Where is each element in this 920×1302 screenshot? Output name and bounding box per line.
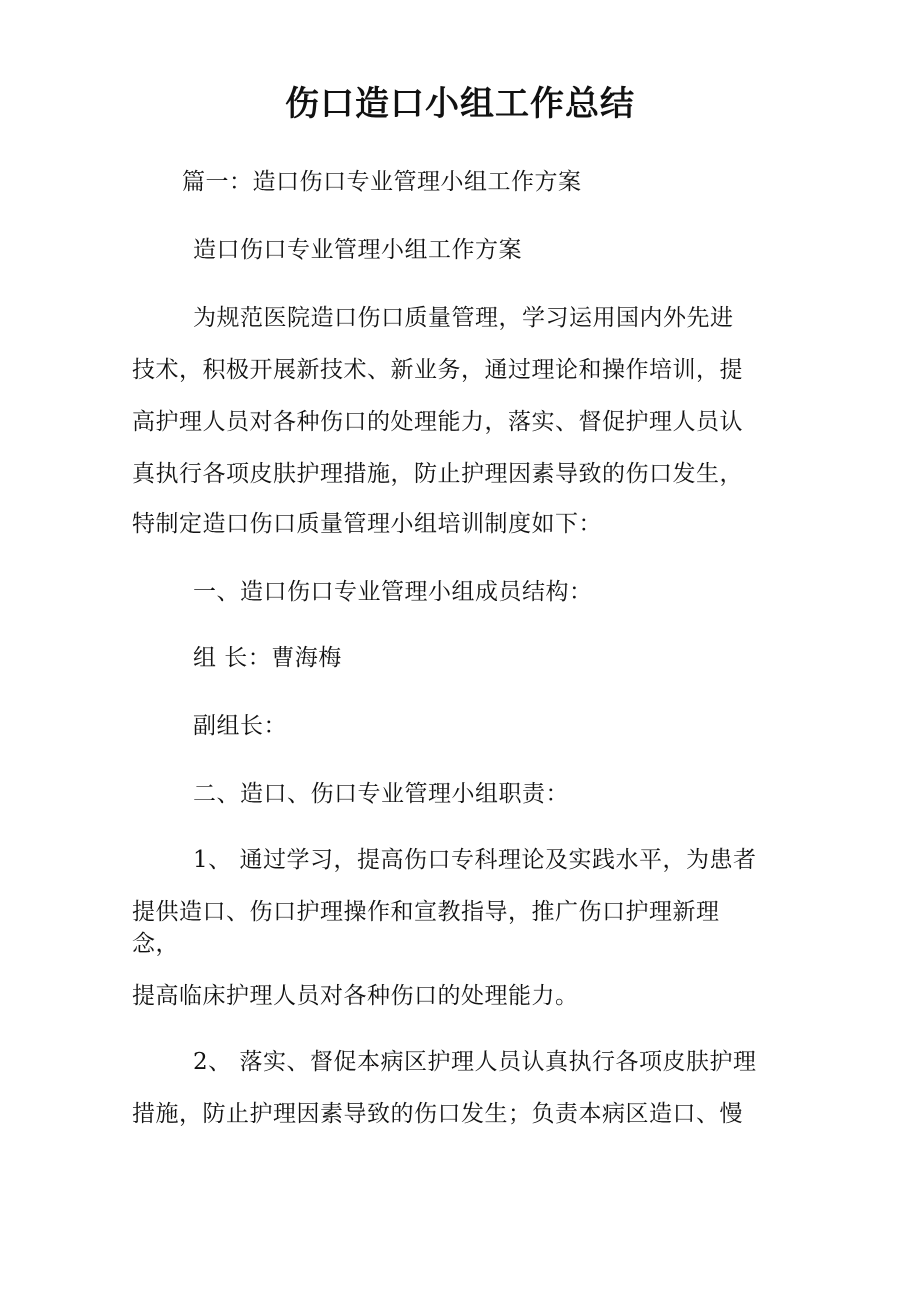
deputy-line: 副组长： (193, 713, 287, 739)
duty-1-line-3: 念， (132, 931, 179, 957)
sub-heading: 造口伤口专业管理小组工作方案 (193, 237, 522, 263)
chapter-heading: 篇一：造口伤口专业管理小组工作方案 (182, 169, 582, 195)
leader-line: 组 长：曹海梅 (193, 645, 342, 671)
duty-2-line-2: 措施，防止护理因素导致的伤口发生；负责本病区造口、慢 (132, 1101, 743, 1127)
section-1-heading: 一、造口伤口专业管理小组成员结构： (193, 579, 593, 605)
intro-line-4: 真执行各项皮肤护理措施，防止护理因素导致的伤口发生， (132, 461, 743, 487)
intro-line-2: 技术，积极开展新技术、新业务，通过理论和操作培训，提 (132, 357, 743, 383)
duty-1-line-1: 1、 通过学习，提高伤口专科理论及实践水平，为患者 (193, 847, 757, 873)
intro-line-5: 特制定造口伤口质量管理小组培训制度如下： (132, 511, 602, 537)
duty-2-line-1: 2、 落实、督促本病区护理人员认真执行各项皮肤护理 (193, 1049, 757, 1075)
duty-1-line-4: 提高临床护理人员对各种伤口的处理能力。 (132, 983, 579, 1009)
section-2-heading: 二、造口、伤口专业管理小组职责： (193, 781, 569, 807)
document-title: 伤口造口小组工作总结 (285, 84, 635, 124)
intro-line-1: 为规范医院造口伤口质量管理，学习运用国内外先进 (193, 305, 734, 331)
intro-line-3: 高护理人员对各种伤口的处理能力，落实、督促护理人员认 (132, 409, 743, 435)
duty-1-line-2: 提供造口、伤口护理操作和宣教指导，推广伤口护理新理 (132, 899, 720, 925)
